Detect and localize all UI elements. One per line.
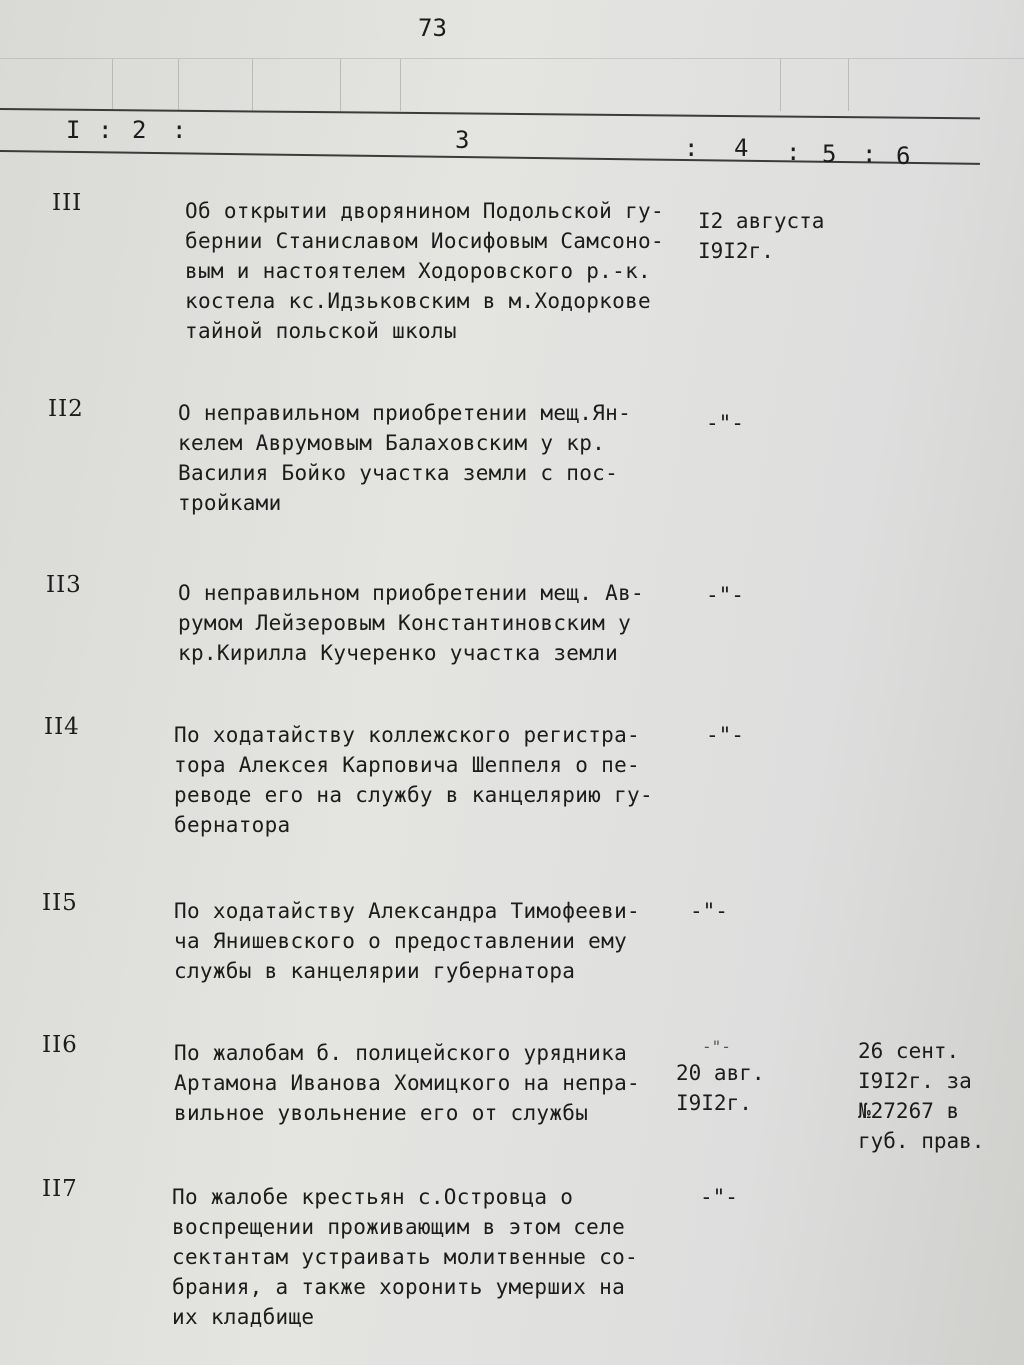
entry-description [178, 398, 631, 518]
column-separator: : [98, 116, 113, 144]
column-number: 4 [734, 134, 749, 162]
entry-date [706, 408, 744, 438]
column-number: I [66, 116, 81, 144]
date-line: 20 авг. [676, 1061, 765, 1085]
entry-number: III [52, 190, 83, 216]
entry-number: II4 [44, 714, 80, 740]
column-number: 2 [132, 116, 147, 144]
description-line: вым и настоятелем Ходоровского р.-к. [185, 259, 651, 283]
description-line: их кладбище [172, 1305, 315, 1329]
entry-description [172, 1182, 638, 1332]
note-line: №27267 в [858, 1099, 960, 1123]
description-line: О неправильном приобретении мещ. Ав- [178, 581, 644, 605]
description-line: По жалобе крестьян с.Островца о [172, 1185, 574, 1209]
entry-description [178, 578, 644, 668]
entry-number: II7 [42, 1176, 78, 1202]
column-separator: : [862, 140, 877, 168]
description-line: Об открытии дворянином Подольской гу- [185, 199, 664, 223]
entry-description [174, 720, 653, 840]
description-line: По ходатайству коллежского регистра- [174, 723, 640, 747]
date-line: -"- [706, 723, 744, 747]
date-line: -"- [702, 1037, 731, 1056]
entry-description [174, 1038, 640, 1128]
description-line: тайной польской школы [185, 319, 457, 343]
column-number: 5 [822, 140, 837, 168]
description-line: Василия Бойко участка земли с пос- [178, 461, 619, 485]
entry-number: II3 [46, 572, 82, 598]
note-line: 26 сент. [858, 1039, 960, 1063]
date-line: I2 августа [698, 209, 825, 233]
date-line: -"- [690, 899, 728, 923]
description-line: сектантам устраивать молитвенные со- [172, 1245, 638, 1269]
date-line: I9I2г. [698, 239, 774, 263]
entry-number: II2 [48, 396, 84, 422]
column-separator: : [786, 138, 801, 166]
entry-date [676, 1036, 765, 1118]
date-line: -"- [700, 1185, 738, 1209]
entry-number: II6 [42, 1032, 78, 1058]
column-separator: : [172, 116, 187, 144]
entry-number: II5 [42, 890, 78, 916]
description-line: службы в канцелярии губернатора [174, 959, 576, 983]
description-line: кр.Кирилла Кучеренко участка земли [178, 641, 619, 665]
column-number: 6 [896, 142, 911, 170]
entry-date [690, 896, 728, 926]
column-number: 3 [455, 126, 470, 154]
entry-description [174, 896, 640, 986]
description-line: костела кс.Идзьковским в м.Ходоркове [185, 289, 651, 313]
description-line: келем Аврумовым Балаховским у кр. [178, 431, 606, 455]
description-line: ча Янишевского о предоставлении ему [174, 929, 628, 953]
description-line: румом Лейзеровым Константиновским у [178, 611, 632, 635]
description-line: По ходатайству Александра Тимофееви- [174, 899, 640, 923]
description-line: воспрещении проживающим в этом селе [172, 1215, 626, 1239]
description-line: вильное увольнение его от службы [174, 1101, 589, 1125]
entry-date [706, 580, 744, 610]
date-line: I9I2г. [676, 1091, 752, 1115]
description-line: бернии Станиславом Иосифовым Самсоно- [185, 229, 664, 253]
description-line: тора Алексея Карповича Шеппеля о пе- [174, 753, 640, 777]
note-line: губ. прав. [858, 1129, 985, 1153]
note-line: I9I2г. за [858, 1069, 972, 1093]
column-number-row [0, 112, 1024, 172]
description-line: тройками [178, 491, 282, 515]
faint-table-header [0, 58, 1024, 111]
description-line: реводе его на службу в канцелярию гу- [174, 783, 653, 807]
date-line: -"- [706, 411, 744, 435]
entry-date [706, 720, 744, 750]
description-line: По жалобам б. полицейского урядника [174, 1041, 628, 1065]
entry-date [700, 1182, 738, 1212]
description-line: бернатора [174, 813, 291, 837]
column-separator: : [684, 134, 699, 162]
description-line: Артамона Иванова Хомицкого на непра- [174, 1071, 640, 1095]
page-number: 73 [418, 14, 447, 42]
entry-note [858, 1036, 984, 1156]
description-line: О неправильном приобретении мещ.Ян- [178, 401, 632, 425]
entry-date [698, 206, 824, 266]
description-line: брания, а также хоронить умерших на [172, 1275, 626, 1299]
date-line: -"- [706, 583, 744, 607]
entry-description [185, 196, 664, 346]
